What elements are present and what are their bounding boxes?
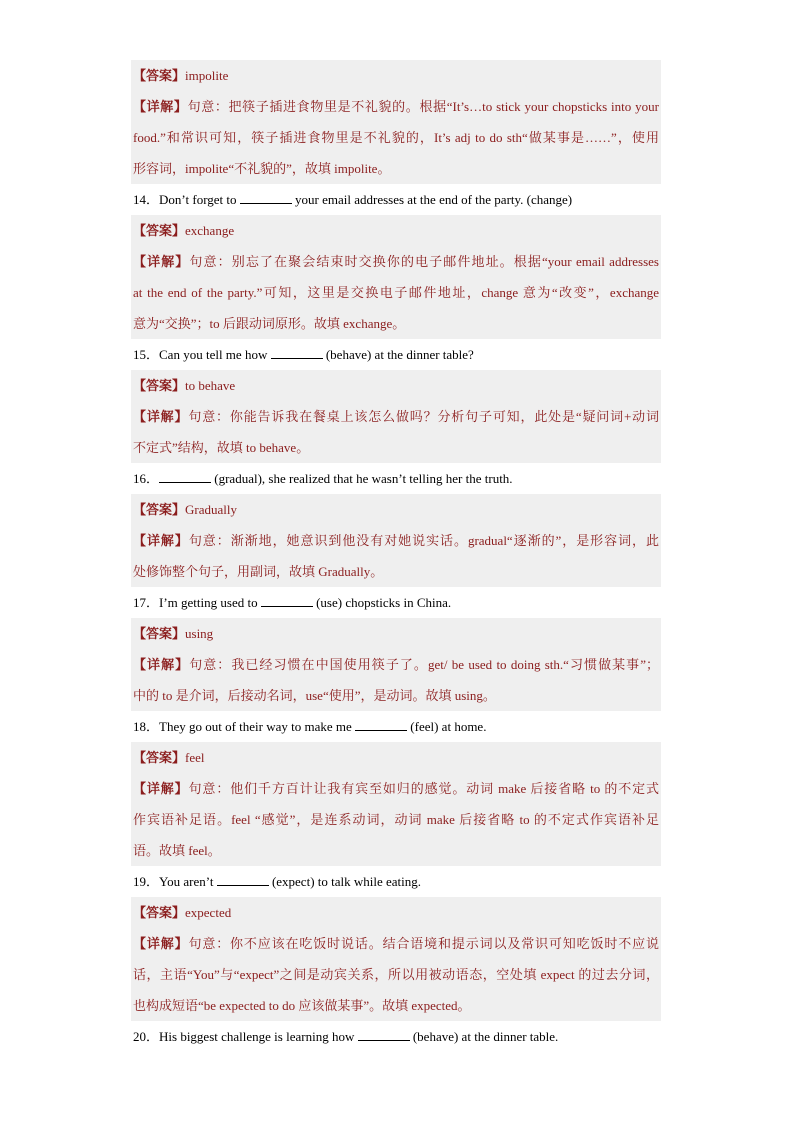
answer-blank <box>261 595 313 607</box>
answer-text: exchange <box>185 223 235 238</box>
answer-label: 【答案】 <box>133 750 186 765</box>
answer-blank <box>240 192 292 204</box>
answer-label: 【答案】 <box>133 223 186 238</box>
answer-block <box>131 215 661 339</box>
answer-line <box>133 60 659 91</box>
detail-line <box>133 122 659 153</box>
answer-block <box>131 742 661 866</box>
question-number: 14． <box>133 192 160 207</box>
answer-blank <box>159 471 211 483</box>
detail-line <box>133 308 659 339</box>
detail-label: 【详解】 <box>133 254 190 269</box>
answer-label: 【答案】 <box>133 68 186 83</box>
question-text-after: (behave) at the dinner table? <box>325 347 474 362</box>
question-line <box>131 339 661 370</box>
answer-text: expected <box>185 905 232 920</box>
question-number: 16． <box>133 471 160 486</box>
question-text-after: your email addresses at the end of the party. (change) <box>295 192 573 207</box>
answer-block <box>131 618 661 711</box>
detail-line <box>133 773 659 804</box>
detail-line <box>133 91 659 122</box>
detail-text: 句意：把筷子插进食物里是不礼貌的。根据“It’s…to stick your chopsticks into your <box>187 99 659 114</box>
question-text-before: His biggest challenge is learning how <box>159 1029 355 1044</box>
question-number: 19． <box>133 874 160 889</box>
answer-line <box>133 897 659 928</box>
detail-line <box>133 432 659 463</box>
detail-line <box>133 246 659 277</box>
answer-blank <box>271 347 323 359</box>
detail-label: 【详解】 <box>133 781 189 796</box>
question-text-before: Don’t forget to <box>159 192 237 207</box>
detail-text: 中的 to 是介词，后接动名词，use“使用”，是动词。故填 using。 <box>133 688 496 703</box>
answer-label: 【答案】 <box>133 378 186 393</box>
answer-block <box>131 494 661 587</box>
detail-line <box>133 277 659 308</box>
detail-label: 【详解】 <box>133 533 189 548</box>
question-text-after: (expect) to talk while eating. <box>271 874 422 889</box>
detail-text: 意为“交换”；to 后跟动词原形。故填 exchange。 <box>133 316 406 331</box>
answer-label: 【答案】 <box>133 905 186 920</box>
question-text-before: They go out of their way to make me <box>159 719 352 734</box>
question-text-before: You aren’t <box>159 874 214 889</box>
detail-text: at the end of the party.”可知，这里是交换电子邮件地址，change 意为“改变”，exchange <box>133 285 659 300</box>
answer-text: using <box>185 626 214 641</box>
question-line <box>131 184 661 215</box>
detail-text: 句意：你能告诉我在餐桌上该怎么做吗？分析句子可知，此处是“疑问词+动词 <box>188 409 659 424</box>
answer-blank <box>217 874 269 886</box>
answer-text: to behave <box>185 378 236 393</box>
question-number: 20． <box>133 1029 160 1044</box>
detail-text: 句意：我已经习惯在中国使用筷子了。get/ be used to doing sth.“习惯做某事”； <box>189 657 659 672</box>
detail-line <box>133 990 659 1021</box>
question-line <box>131 711 661 742</box>
answer-line <box>133 370 659 401</box>
question-text-after: (use) chopsticks in China. <box>316 595 452 610</box>
detail-text: 话，主语“You”与“expect”之间是动宾关系，所以用被动语态，空处填 expect 的过去分词， <box>133 967 659 982</box>
answer-text: impolite <box>185 68 229 83</box>
question-text-after: (behave) at the dinner table. <box>412 1029 559 1044</box>
question-text-before: Can you tell me how <box>159 347 268 362</box>
detail-line <box>133 804 659 835</box>
detail-line <box>133 153 659 184</box>
detail-line <box>133 680 659 711</box>
detail-line <box>133 556 659 587</box>
detail-text: 句意：渐渐地，她意识到他没有对她说实话。gradual“逐渐的”，是形容词，此 <box>188 533 659 548</box>
detail-text: 句意：别忘了在聚会结束时交换你的电子邮件地址。根据“your email addresses <box>189 254 659 269</box>
answer-label: 【答案】 <box>133 626 186 641</box>
answer-text: feel <box>185 750 205 765</box>
answer-line <box>133 742 659 773</box>
detail-text: 也构成短语“be expected to do 应该做某事”。故填 expected。 <box>133 998 471 1013</box>
detail-line <box>133 928 659 959</box>
question-line <box>131 866 661 897</box>
detail-line <box>133 835 659 866</box>
detail-line <box>133 525 659 556</box>
detail-line <box>133 959 659 990</box>
answer-line <box>133 618 659 649</box>
question-number: 17． <box>133 595 160 610</box>
answer-line <box>133 215 659 246</box>
answer-block <box>131 897 661 1021</box>
detail-text: 句意：他们千方百计让我有宾至如归的感觉。动词 make 后接省略 to 的不定式 <box>188 781 659 796</box>
question-text-before: I’m getting used to <box>159 595 258 610</box>
question-number: 18． <box>133 719 160 734</box>
detail-label: 【详解】 <box>133 657 190 672</box>
detail-label: 【详解】 <box>133 409 189 424</box>
detail-label: 【详解】 <box>133 936 189 951</box>
question-line <box>131 587 661 618</box>
answer-label: 【答案】 <box>133 502 186 517</box>
detail-text: food.”和常识可知，筷子插进食物里是不礼貌的，It’s adj to do sth“做某事是……”，使用 <box>133 130 659 145</box>
question-line <box>131 463 661 494</box>
answer-blank <box>358 1029 410 1041</box>
question-line <box>131 1021 661 1052</box>
detail-line <box>133 649 659 680</box>
detail-text: 处修饰整个句子，用副词，故填 Gradually。 <box>133 564 384 579</box>
detail-text: 不定式”结构，故填 to behave。 <box>133 440 310 455</box>
detail-text: 语。故填 feel。 <box>133 843 221 858</box>
detail-text: 句意：你不应该在吃饭时说话。结合语境和提示词以及常识可知吃饭时不应说 <box>188 936 659 951</box>
answer-text: Gradually <box>185 502 237 517</box>
answer-block <box>131 60 661 184</box>
detail-line <box>133 401 659 432</box>
exercise-content <box>131 60 661 1052</box>
answer-line <box>133 494 659 525</box>
answer-blank <box>355 719 407 731</box>
detail-text: 形容词，impolite“不礼貌的”，故填 impolite。 <box>133 161 391 176</box>
detail-text: 作宾语补足语。feel “感觉”，是连系动词，动词 make 后接省略 to 的不定式作宾语补足 <box>133 812 659 827</box>
question-text-after: (gradual), she realized that he wasn’t telling her the truth. <box>214 471 513 486</box>
detail-label: 【详解】 <box>133 99 188 114</box>
question-text-after: (feel) at home. <box>410 719 487 734</box>
question-number: 15． <box>133 347 160 362</box>
answer-block <box>131 370 661 463</box>
